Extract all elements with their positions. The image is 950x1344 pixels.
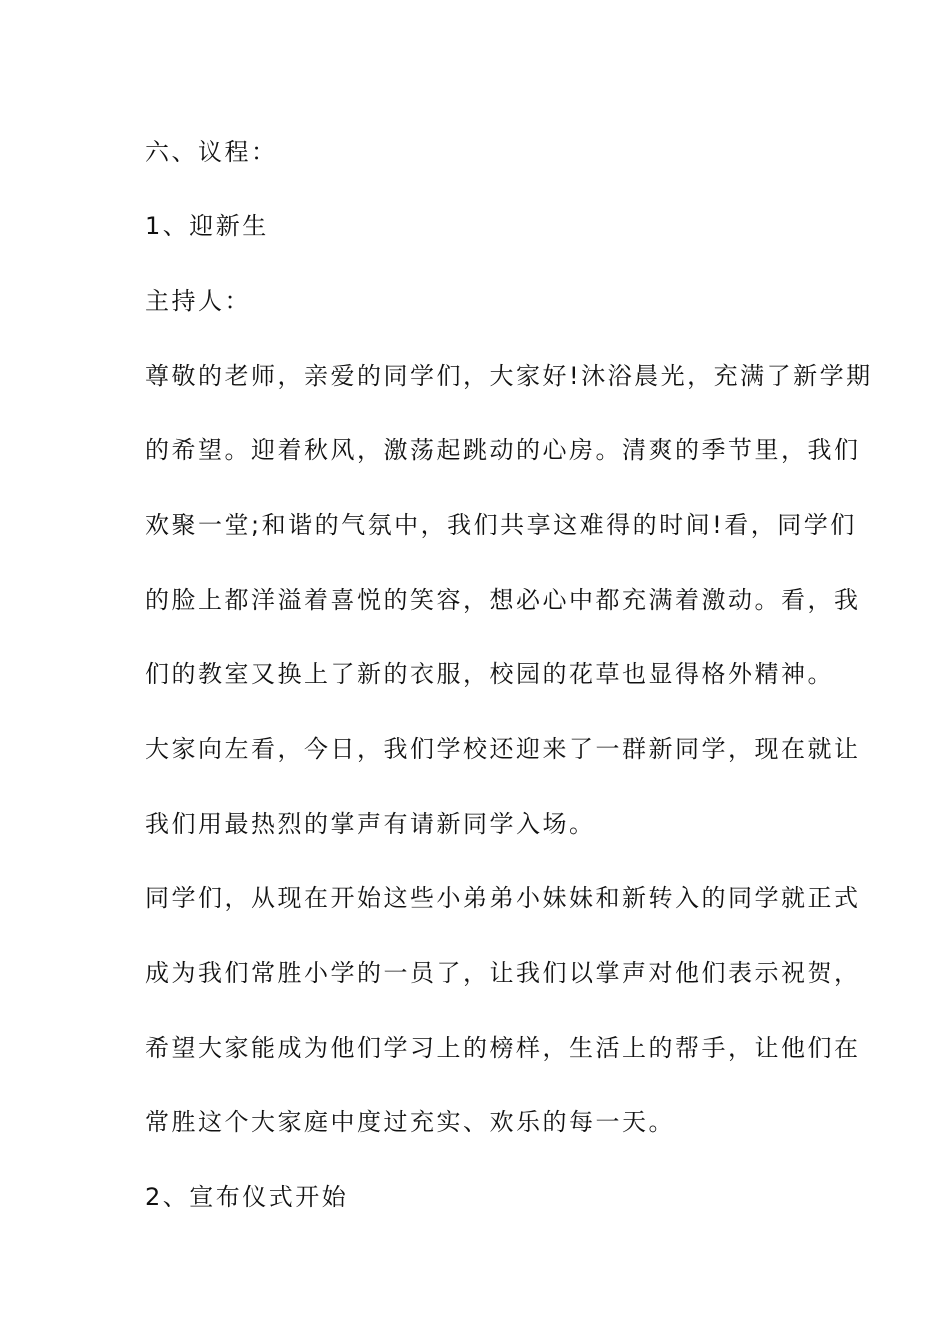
paragraph-line: 我们用最热烈的掌声有请新同学入场。 xyxy=(145,810,596,838)
paragraph-line: 的希望。迎着秋风，激荡起跳动的心房。清爽的季节里，我们 xyxy=(145,436,861,464)
paragraph-line: 欢聚一堂;和谐的气氛中，我们共享这难得的时间!看，同学们 xyxy=(145,511,857,539)
host-label: 主持人： xyxy=(145,287,251,315)
paragraph-line: 的脸上都洋溢着喜悦的笑容，想必心中都充满着激动。看，我 xyxy=(145,586,861,614)
paragraph-line: 常胜这个大家庭中度过充实、欢乐的每一天。 xyxy=(145,1108,675,1136)
agenda-item-welcome-new-students: 1、迎新生 xyxy=(145,212,269,240)
paragraph-line: 们的教室又换上了新的衣服，校园的花草也显得格外精神。 xyxy=(145,660,834,688)
paragraph-line: 大家向左看，今日，我们学校还迎来了一群新同学，现在就让 xyxy=(145,735,861,763)
paragraph-line: 希望大家能成为他们学习上的榜样，生活上的帮手，让他们在 xyxy=(145,1034,861,1062)
paragraph-line: 尊敬的老师，亲爱的同学们，大家好!沐浴晨光，充满了新学期 xyxy=(145,362,873,390)
section-heading-agenda: 六、议程： xyxy=(145,138,278,166)
paragraph-line: 同学们，从现在开始这些小弟弟小妹妹和新转入的同学就正式 xyxy=(145,884,861,912)
paragraph-line: 成为我们常胜小学的一员了，让我们以掌声对他们表示祝贺， xyxy=(145,959,861,987)
agenda-item-announce-ceremony-start: 2、宣布仪式开始 xyxy=(145,1183,349,1211)
